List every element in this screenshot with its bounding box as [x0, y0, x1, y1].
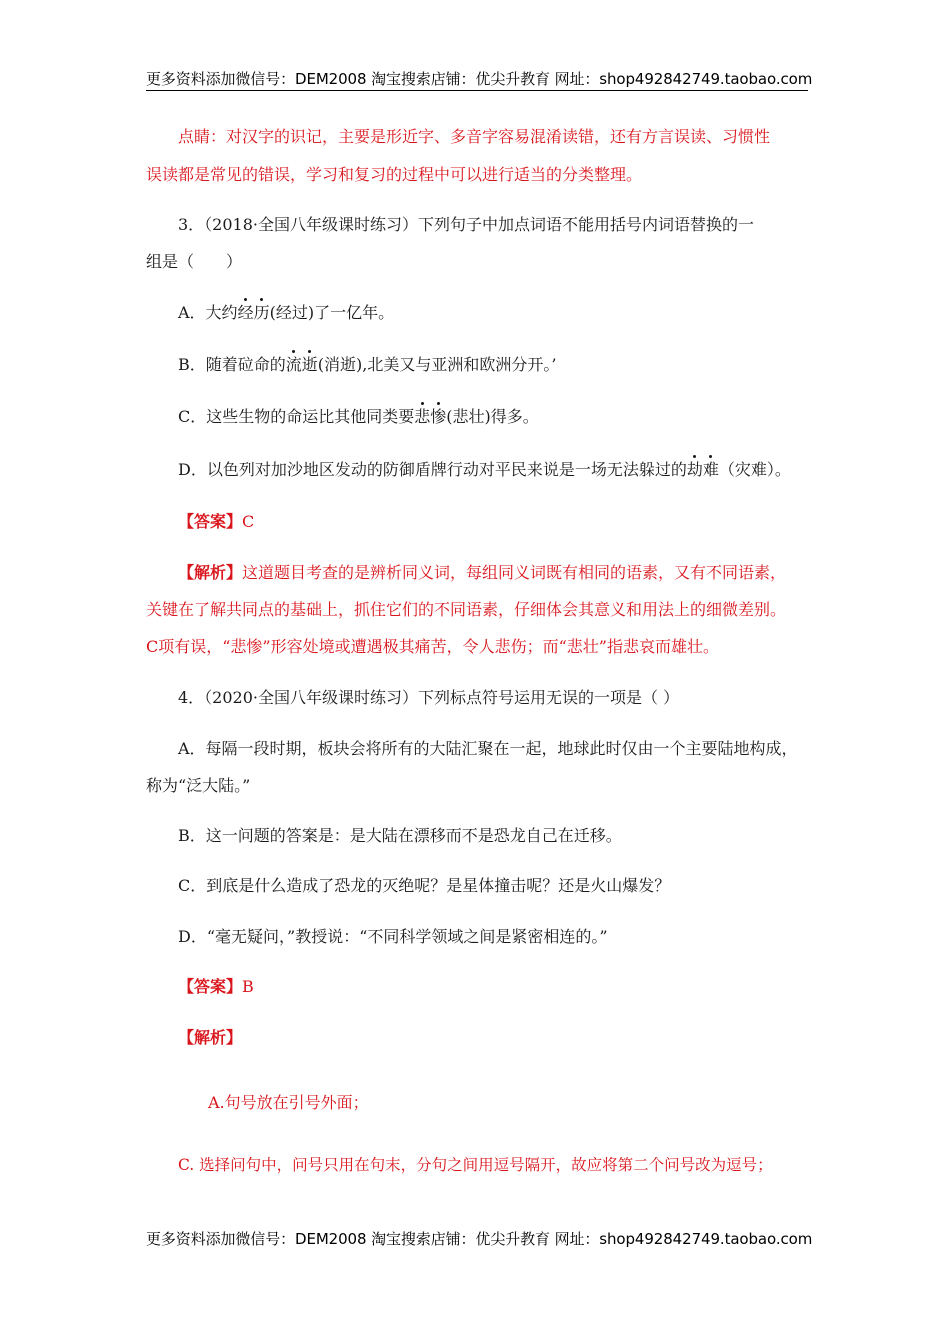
q4-answer	[178, 977, 254, 997]
q4-option-a-line-2: 称为“泛大陆。”	[146, 776, 251, 795]
q3-analysis-label: 【解析】	[178, 563, 243, 582]
q3-option-d	[178, 460, 791, 480]
q3-option-b	[178, 355, 556, 375]
q3-option-b-dotted-char-2: 逝	[301, 355, 318, 374]
page-footer: 更多资料添加微信号：DEM2008 淘宝搜索店铺：优尖升教育 网址：shop492842749.taobao.com	[146, 1230, 813, 1248]
q3-option-b-prefix: B．随着砬命的	[178, 355, 286, 374]
q4-option-c: C．到底是什么造成了恐龙的灭绝呢？是星体撞击呢？还是火山爆发？	[178, 876, 671, 895]
q3-option-a-dotted-char-2: 历	[253, 303, 270, 322]
q4-answer-label: 【答案】	[178, 977, 243, 996]
q4-answer-value: B	[242, 977, 254, 996]
page-header: 更多资料添加微信号：DEM2008 淘宝搜索店铺：优尖升教育 网址：shop492842749.taobao.com	[146, 70, 813, 88]
q3-option-a-dotted-char-1: 经	[237, 303, 254, 322]
q4-stem: 4．（2020·全国八年级课时练习）下列标点符号运用无误的一项是（ ）	[178, 688, 680, 707]
note-line-2: 误读都是常见的错误，学习和复习的过程中可以进行适当的分类整理。	[146, 165, 643, 184]
q3-analysis-text-1: 这道题目考查的是辨析同义词，每组同义词既有相同的语素，又有不同语素，	[242, 563, 787, 582]
q3-option-a-suffix: (经过)了一亿年。	[269, 303, 395, 322]
q3-analysis-line-2: 关键在了解共同点的基础上，抓住它们的不同语素，仔细体会其意义和用法上的细微差别。	[146, 600, 787, 619]
q4-analysis-a: A.句号放在引号外面；	[208, 1093, 369, 1112]
q3-option-c-dotted-char-2: 惨	[430, 407, 447, 426]
q3-answer	[178, 512, 254, 532]
q4-analysis-label: 【解析】	[178, 1028, 243, 1047]
q4-option-a-line-1: A．每隔一段时期，板块会将所有的大陆汇聚在一起，地球此时仅由一个主要陆地构成，	[178, 739, 798, 758]
q3-analysis-line-1	[178, 563, 786, 583]
q3-answer-label: 【答案】	[178, 512, 243, 531]
note-line-1: 点睛：对汉字的识记，主要是形近字、多音字容易混淆读错，还有方言误读、习惯性	[178, 127, 771, 146]
q3-stem-line-2: 组是（ ）	[146, 252, 243, 271]
q3-option-d-dotted-char-2: 难	[702, 460, 719, 479]
q3-analysis-line-3: C项有误，“悲惨”形容处境或遭遇极其痛苦，令人悲伤；而“悲壮”指悲哀而雄壮。	[146, 637, 719, 656]
q3-option-b-dotted-char-1: 流	[285, 355, 302, 374]
q3-option-d-dotted-char-1: 劫	[686, 460, 703, 479]
q3-option-c	[178, 407, 539, 427]
q3-option-b-suffix: (消逝),北美又与亚洲和欧洲分开。’	[317, 355, 557, 374]
q3-option-c-suffix: (悲壮)得多。	[446, 407, 539, 426]
header-rule	[146, 90, 808, 91]
q3-option-a	[178, 303, 394, 323]
q3-option-d-prefix: D．以色列对加沙地区发动的防御盾牌行动对平民来说是一场无法躲过的	[178, 460, 687, 479]
q3-answer-value: C	[242, 512, 255, 531]
q3-option-c-prefix: C．这些生物的命运比其他同类要	[178, 407, 415, 426]
q4-option-d: D．“毫无疑问，”教授说：“不同科学领域之间是紧密相连的。”	[178, 927, 608, 946]
q3-stem-line-1: 3．（2018·全国八年级课时练习）下列句子中加点词语不能用括号内词语替换的一	[178, 215, 754, 234]
q3-option-d-suffix: （灾难）。	[718, 460, 791, 479]
q4-option-b: B．这一问题的答案是：是大陆在漂移而不是恐龙自己在迁移。	[178, 826, 622, 845]
q3-option-a-prefix: A．大约	[178, 303, 238, 322]
q4-analysis-c: C. 选择问句中，问号只用在句末，分句之间用逗号隔开，故应将第二个问号改为逗号；	[178, 1156, 773, 1174]
q3-option-c-dotted-char-1: 悲	[414, 407, 431, 426]
